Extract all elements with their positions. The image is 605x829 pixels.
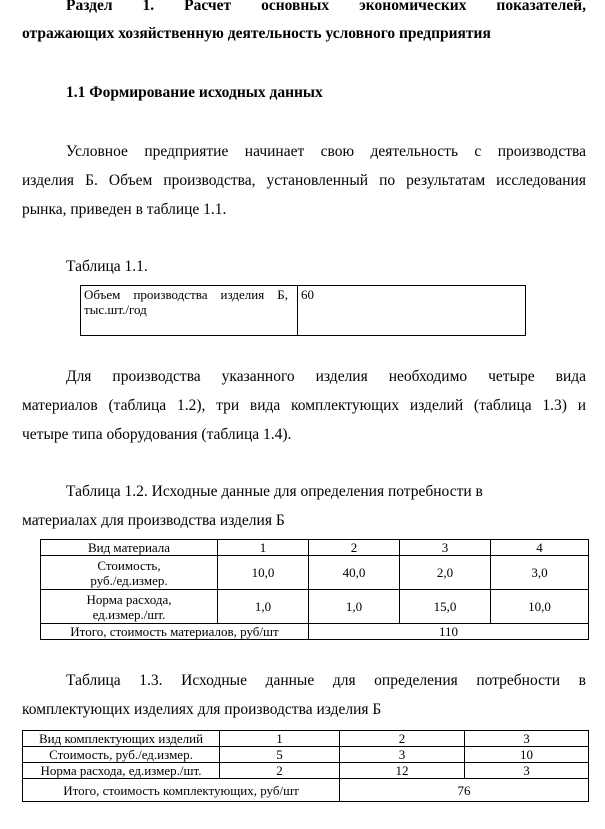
table-1-2-header-row (41, 540, 589, 556)
table-1-3-cell: 1 (220, 731, 340, 747)
table-1-3-total-label: Итого, стоимость комплектующих, руб/шт (23, 779, 340, 802)
table-1-2-cost-label-line-1: Стоимость, (97, 557, 161, 573)
table-1-2-norm-label-line-2: ед.измер./шт. (92, 606, 166, 622)
table-row (23, 763, 589, 779)
paragraph-2-line-2: материалов (таблица 1.2), три вида комплектующих изделий (таблица 1.3) и (22, 397, 586, 414)
table-1-2-norm-label-line-1: Норма расхода, (86, 591, 172, 607)
table-1-2 (40, 539, 589, 640)
table-1-3-row-label: Вид комплектующих изделий (23, 731, 220, 747)
table-1-2-cost-label (41, 556, 218, 590)
table-1-2-cost-cell: 2,0 (400, 556, 491, 590)
table-row (23, 731, 589, 747)
table-1-1-value-cell: 60 (298, 286, 526, 336)
table-1-1-caption: Таблица 1.1. (66, 258, 148, 275)
table-1-2-total-label: Итого, стоимость материалов, руб/шт (41, 624, 309, 640)
table-1-2-header-cell: 4 (491, 540, 589, 556)
table-1-1-label-line-2: тыс.шт./год (84, 302, 147, 317)
table-1-3-cell: 2 (340, 731, 465, 747)
table-1-2-norm-cell: 1,0 (218, 590, 309, 624)
table-1-3-total-row (23, 779, 589, 802)
paragraph-1-line-3: рынка, приведен в таблице 1.1. (22, 201, 227, 218)
table-1-2-cost-cell: 3,0 (491, 556, 589, 590)
table-1-2-cost-label-line-2: руб./ед.измер. (90, 572, 168, 588)
table-1-2-norm-label (41, 590, 218, 624)
table-row (23, 747, 589, 763)
section-title-line-1: Раздел 1. Расчет основных экономических показателей, (66, 0, 586, 14)
table-1-2-caption-line-1: Таблица 1.2. Исходные данные для определения потребности в (66, 483, 483, 500)
paragraph-2-line-3: четыре типа оборудования (таблица 1.4). (22, 426, 292, 443)
table-1-3-cell: 10 (465, 747, 589, 763)
table-1-2-header-cell: 1 (218, 540, 309, 556)
table-1-2-total-value: 110 (309, 624, 589, 640)
subsection-title: 1.1 Формирование исходных данных (66, 84, 323, 101)
paragraph-2-line-1: Для производства указанного изделия необходимо четыре вида (66, 368, 586, 385)
table-1-2-norm-cell: 15,0 (400, 590, 491, 624)
table-1-3-row-label: Стоимость, руб./ед.измер. (23, 747, 220, 763)
table-1-3-cell: 5 (220, 747, 340, 763)
section-title-line-2: отражающих хозяйственную деятельность условного предприятия (22, 25, 491, 42)
table-1-1-label-line-1: Объем производства изделия Б, (84, 287, 288, 302)
table-1-1 (80, 285, 526, 336)
table-1-2-cost-row (41, 556, 589, 590)
table-1-1-label-cell (81, 286, 298, 336)
table-1-2-caption-line-2: материалах для производства изделия Б (22, 512, 285, 529)
table-1-3-caption-line-2: комплектующих изделиях для производства изделия Б (22, 701, 382, 718)
table-1-3-caption-line-1: Таблица 1.3. Исходные данные для определения потребности в (66, 672, 586, 689)
table-1-2-cost-cell: 10,0 (218, 556, 309, 590)
table-1-3 (22, 730, 589, 802)
table-1-3-cell: 2 (220, 763, 340, 779)
table-1-2-header-cell: 2 (309, 540, 400, 556)
table-1-2-norm-cell: 10,0 (491, 590, 589, 624)
table-1-2-header-cell: 3 (400, 540, 491, 556)
table-1-3-cell: 3 (465, 731, 589, 747)
paragraph-1-line-2: изделия Б. Объем производства, установленный по результатам исследования (22, 172, 586, 189)
table-1-3-cell: 3 (465, 763, 589, 779)
table-1-3-row-label: Норма расхода, ед.измер./шт. (23, 763, 220, 779)
table-1-2-total-row (41, 624, 589, 640)
table-1-2-norm-cell: 1,0 (309, 590, 400, 624)
table-1-2-header-label: Вид материала (41, 540, 218, 556)
table-1-3-total-value: 76 (340, 779, 589, 802)
table-1-2-cost-cell: 40,0 (309, 556, 400, 590)
paragraph-1-line-1: Условное предприятие начинает свою деятельность с производства (66, 143, 586, 160)
table-1-3-cell: 3 (340, 747, 465, 763)
table-1-3-cell: 12 (340, 763, 465, 779)
table-1-2-norm-row (41, 590, 589, 624)
